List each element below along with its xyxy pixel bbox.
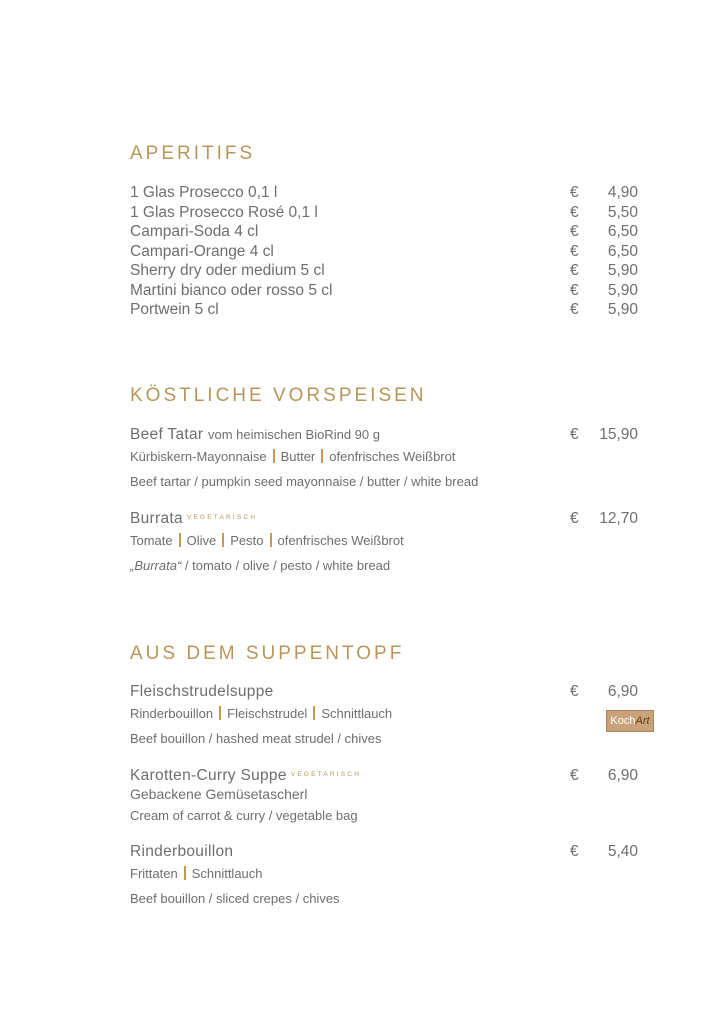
currency-symbol: € <box>570 242 579 260</box>
dish-title <box>130 683 274 701</box>
dish-name: Burrata <box>130 510 183 527</box>
dish-description: vom heimischen BioRind 90 g <box>207 427 380 442</box>
item-price: 6,50 <box>607 223 638 240</box>
dish-name: Beef Tatar <box>130 426 204 443</box>
item-price: 4,90 <box>607 184 638 201</box>
vegetarian-tag: VEGETARISCH <box>290 771 362 778</box>
dish-name: Rinderbouillon <box>130 843 234 860</box>
item-name: 1 Glas Prosecco Rosé 0,1 l <box>130 203 318 221</box>
dish-name: Fleischstrudelsuppe <box>130 683 274 700</box>
separator-bar <box>184 866 186 880</box>
english-italic: „Burrata“ <box>130 558 182 573</box>
item-name: Campari-Soda 4 cl <box>130 223 259 240</box>
item-price: 6,50 <box>607 242 638 260</box>
menu-item <box>130 184 638 204</box>
dish-price: 6,90 <box>607 683 638 700</box>
currency-symbol: € <box>570 203 579 221</box>
kochart-logo <box>606 710 654 732</box>
currency-symbol: € <box>570 683 579 700</box>
dish-components <box>130 866 263 881</box>
dish-title <box>130 767 361 785</box>
component: Fleischstrudel <box>227 706 308 721</box>
dish-price: 5,40 <box>607 843 638 860</box>
section-heading-suppentopf: AUS DEM SUPPENTOPF <box>130 643 405 664</box>
menu-item <box>130 282 638 302</box>
item-price: 5,90 <box>607 281 638 299</box>
logo-text-koch: Koch <box>610 715 636 727</box>
item-name: Portwein 5 cl <box>130 301 219 318</box>
dish-english: Beef tartar / pumpkin seed mayonnaise / butter / white bread <box>130 474 479 489</box>
dish-english: Cream of carrot & curry / vegetable bag <box>130 808 358 823</box>
component: Frittaten <box>130 866 178 881</box>
currency-symbol: € <box>570 301 579 318</box>
dish-price: 12,70 <box>599 510 638 527</box>
item-price: 5,50 <box>607 203 638 221</box>
currency-symbol: € <box>570 767 579 784</box>
item-name: 1 Glas Prosecco 0,1 l <box>130 184 278 201</box>
dish-title <box>130 426 380 444</box>
vegetarian-tag: VEGETARISCH <box>186 514 258 521</box>
component: Pesto <box>230 533 264 548</box>
currency-symbol: € <box>570 843 579 860</box>
item-name: Campari-Orange 4 cl <box>130 242 274 260</box>
menu-item <box>130 262 638 282</box>
english-rest: / tomato / olive / pesto / white bread <box>181 558 391 573</box>
dish-english: Beef bouillon / sliced crepes / chives <box>130 891 340 906</box>
component: ofenfrisches Weißbrot <box>329 449 456 464</box>
separator-bar <box>179 533 181 547</box>
currency-symbol: € <box>570 223 579 240</box>
currency-symbol: € <box>570 184 579 201</box>
dish-price: 6,90 <box>607 767 638 784</box>
component: Tomate <box>130 533 173 548</box>
currency-symbol: € <box>570 281 579 299</box>
section-heading-vorspeisen: KÖSTLICHE VORSPEISEN <box>130 385 427 406</box>
component: ofenfrisches Weißbrot <box>277 533 404 548</box>
dish-subtitle: Gebackene Gemüsetascherl <box>130 786 308 802</box>
dish-name: Karotten-Curry Suppe <box>130 767 287 784</box>
component: Olive <box>186 533 217 548</box>
component: Schnittlauch <box>191 866 263 881</box>
item-price: 5,90 <box>607 301 638 318</box>
separator-bar <box>270 533 272 547</box>
dish-components <box>130 533 404 548</box>
currency-symbol: € <box>570 426 579 443</box>
component: Kürbiskern-Mayonnaise <box>130 449 267 464</box>
menu-item <box>130 223 638 243</box>
separator-bar <box>321 449 323 463</box>
menu-item <box>130 204 638 224</box>
separator-bar <box>222 533 224 547</box>
dish-components <box>130 449 455 464</box>
component: Rinderbouillon <box>130 706 214 721</box>
dish-title <box>130 843 233 861</box>
currency-symbol: € <box>570 262 579 279</box>
item-name: Sherry dry oder medium 5 cl <box>130 262 325 279</box>
separator-bar <box>219 706 221 720</box>
section-heading-aperitifs: APERITIFS <box>130 143 256 164</box>
separator-bar <box>273 449 275 463</box>
currency-symbol: € <box>570 510 579 527</box>
dish-price: 15,90 <box>599 426 638 443</box>
dish-title <box>130 510 257 528</box>
logo-text-art: Art <box>635 715 650 727</box>
dish-english <box>130 558 390 573</box>
dish-english: Beef bouillon / hashed meat strudel / chives <box>130 731 382 746</box>
component: Schnittlauch <box>321 706 393 721</box>
component: Butter <box>280 449 316 464</box>
dish-components <box>130 706 392 721</box>
separator-bar <box>313 706 315 720</box>
menu-item <box>130 243 638 263</box>
item-price: 5,90 <box>607 262 638 279</box>
menu-item <box>130 301 638 321</box>
item-name: Martini bianco oder rosso 5 cl <box>130 281 333 299</box>
